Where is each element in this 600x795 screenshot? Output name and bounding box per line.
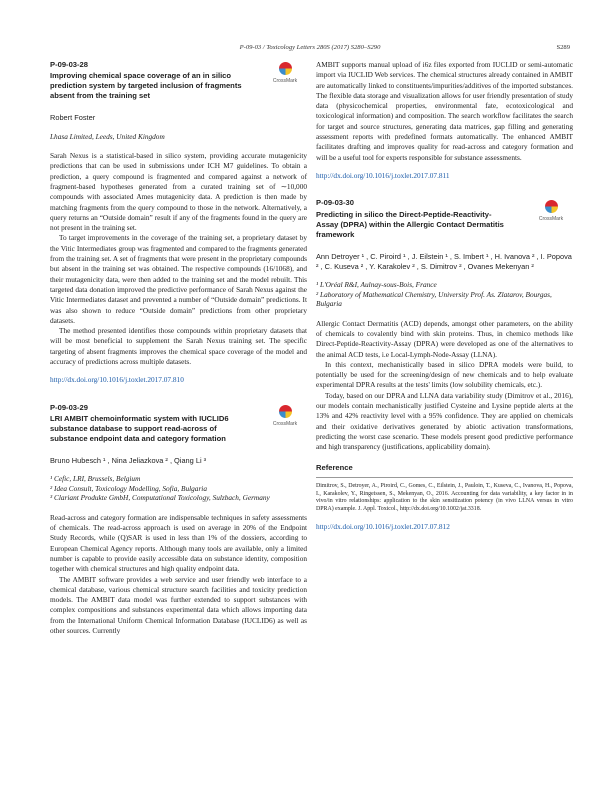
affiliation-list	[316, 280, 573, 309]
affiliation: ³ Clariant Produkte GmbH, Computational Toxicology, Sulzbach, Germany	[50, 493, 270, 503]
author-line: Ann Detroyer ¹ , C. Piroird ¹ , J. Eilstein ¹ , S. Imbert ¹ , H. Ivanova ² , I. Popova ² , C. Kuseva ² , Y. Karakolev ² , S. Dimitrov ² , Ovanes Mekenyan ²	[316, 251, 572, 271]
page-number: S289	[556, 44, 570, 51]
crossmark-label: CrossMark	[538, 216, 564, 223]
crossmark-label: CrossMark	[272, 78, 298, 84]
paragraph: The method presented identifies those compounds within proprietary datasets that will be most beneficial to supplement the Sarah Nexus training set. The specific targeting of absent fragments improves the chemical space coverage of the model and accuracy of predictions across multiple datasets.	[50, 326, 307, 367]
crossmark-logo	[279, 62, 292, 75]
reference-heading: Reference	[316, 462, 353, 472]
left-column	[50, 60, 307, 636]
abstract-title: LRI AMBIT chemoinformatic system with IUCLID6 substance database to support read-across of substance endpoint data and category formation	[50, 413, 229, 443]
abstract-header	[316, 198, 573, 239]
paragraph: The AMBIT software provides a web service and user friendly web interface to a chemical database, various chemical structure search facilities and toxicity prediction models. The AMBIT data model was further extended to support substances with complex compositions and substances experimental data which allows importing data from the International Uniform Chemical Information Database (IUCLID6) as well as other sources. Currently	[50, 574, 307, 635]
right-column	[316, 60, 573, 549]
abstract-title: Predicting in silico the Direct-Peptide-Reactivity-Assay (DPRA) within the Allergic Contact Dermatitis framework	[316, 209, 504, 239]
affiliation: ¹ Cefic, LRI, Brussels, Belgium	[50, 474, 141, 484]
abstract-header	[50, 60, 307, 101]
crossmark-icon[interactable]	[267, 405, 303, 427]
affiliation: ² Laboratory of Mathematical Chemistry, University Prof. As. Zlatarov, Bourgas, Bulgaria	[316, 289, 552, 309]
divider	[316, 477, 573, 478]
doi-link[interactable]: http://dx.doi.org/10.1016/j.toxlet.2017.07.811	[316, 170, 450, 180]
abstract-body	[50, 151, 307, 367]
crossmark-logo	[545, 200, 558, 213]
abstract-id: P-09-03-30	[316, 198, 354, 208]
abstract-body-continued	[316, 60, 573, 163]
abstract-title: Improving chemical space coverage of an in silico prediction system by targeted inclusion of fragments absent from the training set	[50, 71, 242, 101]
paragraph: Read-across and category formation are indispensable techniques in safety assessments of chemicals. The read-across approach is used on average in 20% of the Endpoint Study Records, while (Q)SAR is used in less than 1% of the dossiers, according to European Chemical Agency reports. Although many tools are available, only a limited number is capable to provide easily accessible data on substance identity, composition together with chemical structures and high quality endpoint data.	[50, 512, 307, 574]
paragraph: Today, based on our DPRA and LLNA data variability study (Dimitrov et al., 2016), our models contain mechanistically justified Cysteine and Lysine peptide alerts at the 13% and 42% reactivity level with a 95% confidence. They are applied on chemicals and their oxidative derivatives generated by abiotic activation transformations, predicting the worst case scenario. These models present good predictive performance and high transparency (justifications, applicability domain).	[316, 390, 573, 452]
crossmark-logo	[279, 405, 292, 418]
affiliation-list	[50, 474, 307, 503]
abstract-id: P-09-03-29	[50, 402, 88, 412]
author-line: Bruno Hubesch ¹ , Nina Jeliazkova ² , Qiang Li ³	[50, 455, 207, 465]
affiliation: Lhasa Limited, Leeds, United Kingdom	[50, 131, 165, 141]
crossmark-label: CrossMark	[272, 420, 298, 427]
abstract-body	[316, 319, 573, 453]
crossmark-icon[interactable]	[533, 200, 569, 222]
paragraph: Sarah Nexus is a statistical-based in silico system, providing accurate mutagenicity predictions that can be used in submissions under ICH M7 guidelines. To obtain a prediction, a query compound is fragmented and compared against a network of fragment-based hypotheses generated from a curated training set of ∼10,000 compounds with associated Ames mutagenicity data. A prediction is then made by matching fragments from the query compound to those in the network. Alternatively, a query returns an “Outside domain” result if any of the fragments found in the query are not present in the training set.	[50, 151, 307, 233]
reference-entry: Dimitrov, S., Detroyer, A., Piroird, C., Gomes, C., Eilstein, J., Pauloin, T., Kuseva, C., Ivanova, H., Popova, I., Karakolev, Y., Ringeissen, S., Mekenyan, O., 2016. Accounting for data variability, a key factor in in vivo/in vitro relationships: application to the skin sensitization potency (in vivo LLNA versus in vitro DPRA) example. J. Appl. Toxicol., http://dx.doi.org/10.1002/jat.3318.	[316, 482, 573, 513]
abstract-header	[50, 403, 307, 444]
abstract-id: P-09-03-28	[50, 60, 88, 69]
crossmark-icon[interactable]	[267, 62, 303, 84]
paragraph: To target improvements in the coverage of the training set, a proprietary dataset by the Vitic Intermediates group was fragmented and compared to the fragments generated from the training set. A set of fragments that were present in the proprietary compounds but absent in the training set was obtained. The respective compounds (16/1068), and their mutagenicity data, were then added to the training set and the model rebuilt. This targeted data donation improved the predictive performance of Sarah Nexus against the Vitic Intermediates dataset and prevented a number of “Outside domain” predictions. It was also shown to reduce “Outside domain” predictions from other proprietary datasets.	[50, 233, 307, 325]
paragraph: Allergic Contact Dermatitis (ACD) depends, amongst other parameters, on the ability of chemicals to covalently bind with skin proteins. Thus, in chemico methods like Direct-Peptide-Reactivity-Assay (DPRA) were developed as one of the alternatives to the animal ACD tests, i.e Local-Lymph-Node-Assay (LLNA).	[316, 318, 573, 359]
paragraph: In this context, mechanistically based in silico DPRA models were build, to potentially be used for the screening/design of new chemicals and to help evaluate experimental DPRA results at the tests' limits (low solubility chemicals, etc.).	[316, 359, 573, 390]
affiliation: ¹ L'Oréal R&I, Aulnay-sous-Bois, France	[316, 280, 437, 290]
paragraph: AMBIT supports manual upload of i6z files exported from IUCLID or semi-automatic import via IUCLID Web services. The chemical structures already contained in AMBIT are automatically linked to constituents/impurities/additives of the imported substances. The flexible data storage and visualization allows for user friendly presentation of study data (physicochemical properties, environmental fate, ecotoxicological and toxicological information) and composition. The search workflow facilitates the search for target and source structures, generating data matrices, gap filling and generating assessment reports with predefined formats automatically. The enhanced AMBIT facilitates drafting and improves quality for read-across and category formation and will be a useful tool for experts responsible for substance assessments.	[316, 60, 573, 162]
author-line: Robert Foster	[50, 113, 96, 123]
affiliation: ² Idea Consult, Toxicology Modelling, Sofia, Bulgaria	[50, 483, 207, 493]
doi-link[interactable]: http://dx.doi.org/10.1016/j.toxlet.2017.07.812	[316, 522, 450, 531]
doi-link[interactable]: http://dx.doi.org/10.1016/j.toxlet.2017.07.810	[50, 375, 184, 385]
running-head: P-09-03 / Toxicology Letters 280S (2017) S280–S290	[239, 44, 381, 51]
abstract-body	[50, 513, 307, 637]
